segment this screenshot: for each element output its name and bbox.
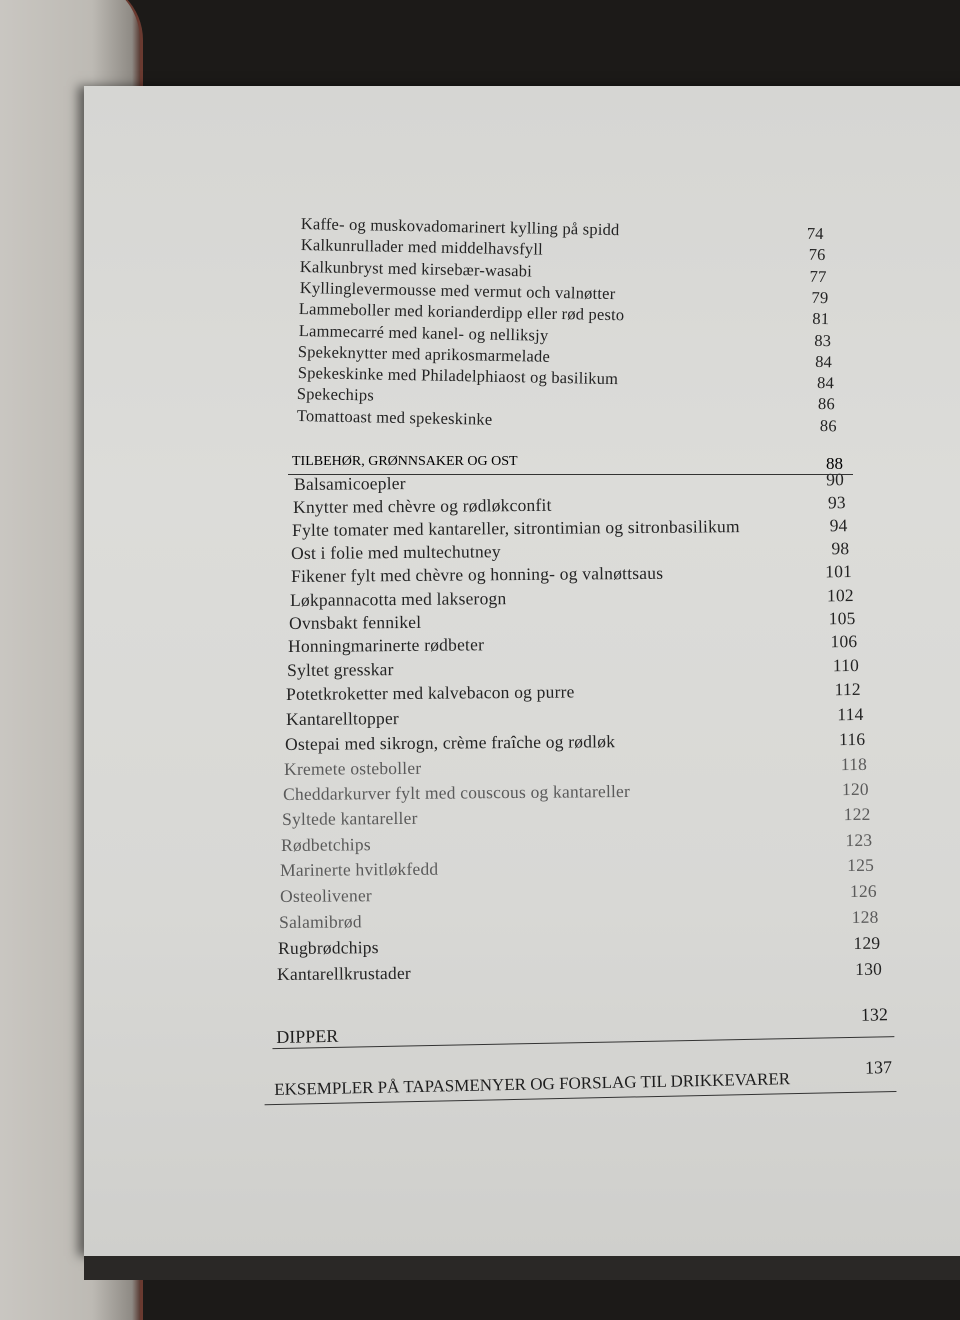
toc-entry-page: 106 <box>830 631 858 652</box>
toc-entry-page: 116 <box>838 728 866 750</box>
toc-entry-title: Spekeknytter med aprikosmarmelade <box>297 341 551 366</box>
toc-entry-title: Lammeboller med korianderdipp eller rød pesto <box>298 299 625 325</box>
toc-entry-title: Kalkunrullader med middelhavsfyll <box>300 235 543 259</box>
toc-entry-page: 74 <box>806 223 824 244</box>
toc-entry-title: Lammecarré med kanel- og nelliksjy <box>298 320 549 345</box>
toc-entry-title: Kantarelltopper <box>285 708 399 729</box>
toc-entry-title: Salamibrød <box>278 911 362 932</box>
section-title: EKSEMPLER PÅ TAPASMENYER OG FORSLAG TIL DRIKKEVARER <box>274 1069 791 1099</box>
toc-entry-page: 79 <box>810 287 829 308</box>
toc-entry-page: 83 <box>813 330 831 350</box>
toc-entry-title: Fylte tomater med kantareller, sitrontimian og sitronbasilikum <box>292 516 741 540</box>
section-heading-tilbehor <box>292 454 857 473</box>
toc-entry-title: Knytter med chèvre og rødløkconfit <box>293 494 552 517</box>
toc-entry-page: 120 <box>841 778 869 800</box>
toc-entry-page: 105 <box>828 608 856 629</box>
toc-entry-title: Honningmarinerte rødbeter <box>288 634 485 656</box>
toc-entry-title: Spekechips <box>296 384 375 405</box>
toc-entry-title: Tomattoast med spekeskinke <box>296 405 493 429</box>
section-page: 137 <box>864 1057 893 1078</box>
toc-entry-page: 123 <box>845 829 873 851</box>
toc-entry-title: Potetkroketter med kalvebacon og purre <box>286 681 575 704</box>
toc-entry-page: 94 <box>829 515 848 536</box>
toc-entry-title: Rødbetchips <box>281 834 372 855</box>
toc-entry-title: Kantarellkrustader <box>277 962 411 984</box>
toc-entry-page: 128 <box>851 906 879 928</box>
toc-entry-page: 90 <box>826 469 845 490</box>
section-title: TILBEHØR, GRØNNSAKER OG OST <box>292 454 518 469</box>
toc-entry-title: Balsamicoepler <box>294 473 406 494</box>
toc-entry-title: Spekeskinke med Philadelphiaost og basilikum <box>297 363 618 389</box>
toc-entry-page: 93 <box>827 492 847 513</box>
toc-entry-page: 114 <box>836 703 864 725</box>
toc-entry-page: 77 <box>809 266 827 286</box>
toc-entry-title: Syltet gresskar <box>287 659 394 680</box>
toc-entry-title: Ost i folie med multechutney <box>291 541 502 563</box>
toc-entry-page: 110 <box>832 655 860 676</box>
toc-entry-page: 112 <box>834 678 862 700</box>
toc-entry-page: 84 <box>816 373 834 393</box>
toc-entry-page: 130 <box>855 958 883 979</box>
toc-entry-title: Fikener fylt med chèvre og honning- og valnøttsaus <box>290 562 663 586</box>
toc-entry-page: 81 <box>812 309 830 329</box>
toc-entry-title: Løkpannacotta med lakserogn <box>289 588 507 610</box>
toc-entry-page: 125 <box>847 854 875 876</box>
toc-entry-title: Rugbrødchips <box>277 937 379 958</box>
toc-entry-title: Marinerte hvitløkfedd <box>280 858 439 880</box>
toc-entry-title: Kremete osteboller <box>283 757 422 779</box>
page-shadow <box>84 1256 960 1280</box>
toc-entry-page: 101 <box>824 561 852 582</box>
toc-entry-page: 86 <box>817 394 836 414</box>
section-underline <box>288 474 853 475</box>
toc-entry-page: 118 <box>840 753 867 775</box>
toc-entry-page: 76 <box>808 245 826 265</box>
toc-entry-title: Ostepai med sikrogn, crème fraîche og rødløk <box>284 731 615 754</box>
toc-entry-page: 84 <box>815 351 833 372</box>
section-page: 88 <box>826 454 843 473</box>
toc-entry-title: Syltede kantareller <box>282 807 418 829</box>
toc-entry-title: Kaffe- og muskovadomarinert kylling på spidd <box>300 214 620 240</box>
toc-entry-title: Kalkunbryst med kirsebær-wasabi <box>299 256 533 281</box>
toc-entry-page: 129 <box>853 932 881 953</box>
toc-entry-page: 102 <box>826 585 854 606</box>
toc-entry-page: 126 <box>849 880 877 902</box>
toc-entry-title: Kyllinglevermousse med vermut och valnøtter <box>299 277 616 303</box>
toc-entry-title: Ovnsbakt fennikel <box>288 611 422 633</box>
toc-entry-page: 122 <box>843 803 871 825</box>
toc-entry-title: Osteolivener <box>279 885 372 906</box>
section-page: 132 <box>860 1004 889 1025</box>
toc-entry-page: 86 <box>819 415 837 436</box>
toc-entry-title: Cheddarkurver fylt med couscous og kantareller <box>282 780 631 804</box>
section-title: DIPPER <box>276 1025 339 1047</box>
toc-entry-page: 98 <box>831 538 850 559</box>
